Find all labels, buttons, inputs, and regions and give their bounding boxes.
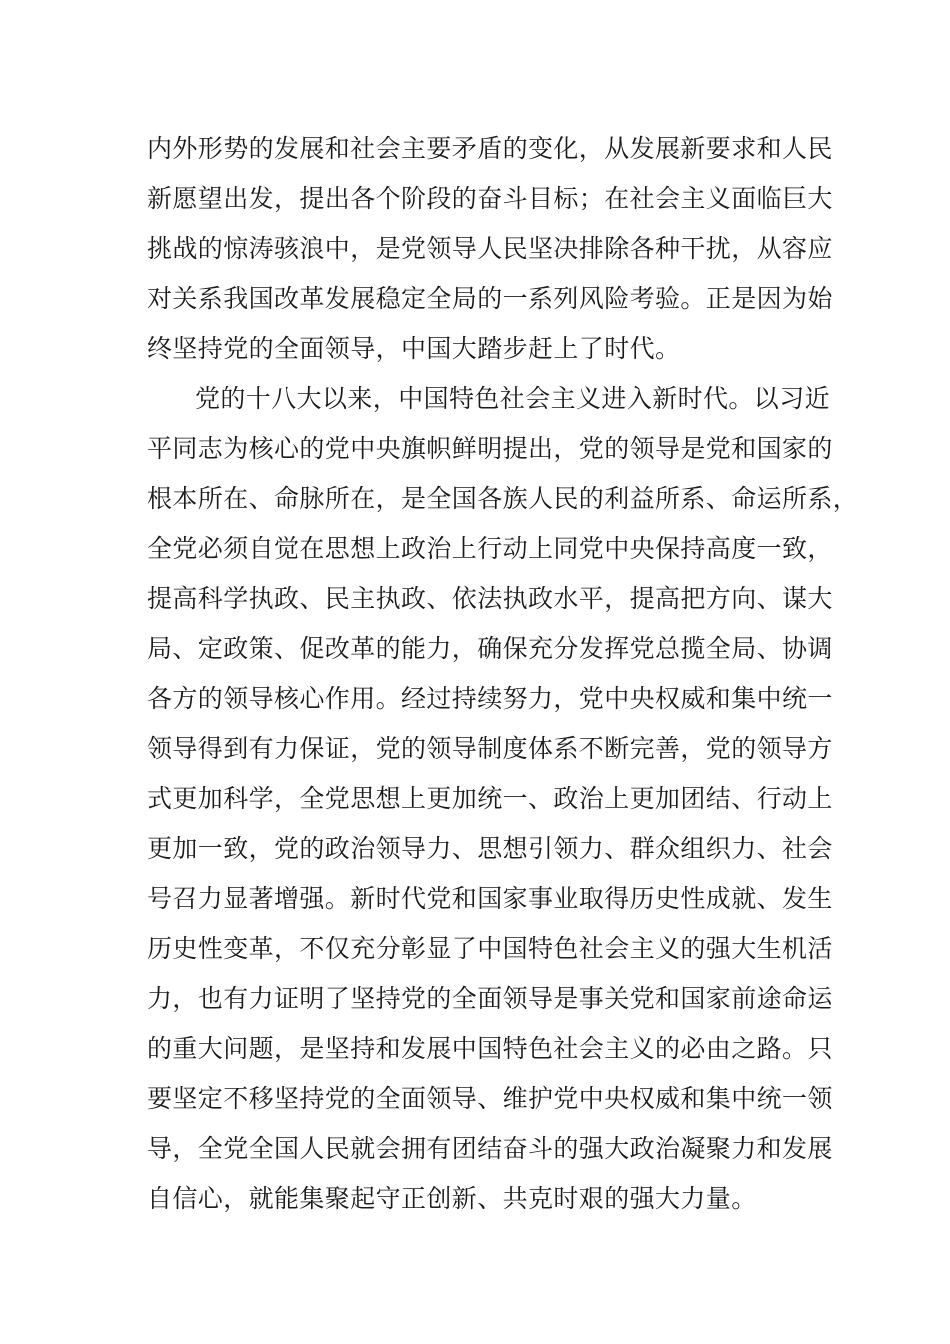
text-line: 内外形势的发展和社会主要矛盾的变化，从发展新要求和人民: [147, 134, 833, 163]
text-line: 要坚定不移坚持党的全面领导、维护党中央权威和集中统一领: [147, 1084, 833, 1113]
text-line-first: 党的十八大以来，中国特色社会主义进入新时代。以习近: [195, 384, 831, 413]
text-line: 的重大问题，是坚持和发展中国特色社会主义的必由之路。只: [147, 1034, 833, 1063]
text-line: 局、定政策、促改革的能力，确保充分发挥党总揽全局、协调: [147, 634, 833, 663]
paragraph-2: [147, 374, 859, 1224]
text-line: 力，也有力证明了坚持党的全面领导是事关党和国家前途命运: [147, 984, 833, 1013]
text-line: 挑战的惊涛骇浪中，是党领导人民坚决排除各种干扰，从容应: [147, 234, 833, 263]
text-line: 对关系我国改革发展稳定全局的一系列风险考验。正是因为始: [147, 284, 833, 313]
paragraph-1: [147, 124, 833, 374]
text-line: 提高科学执政、民主执政、依法执政水平，提高把方向、谋大: [147, 584, 833, 613]
text-line: 历史性变革，不仅充分彰显了中国特色社会主义的强大生机活: [147, 934, 833, 963]
text-line: 终坚持党的全面领导，中国大踏步赶上了时代。: [147, 334, 681, 363]
text-line: 全党必须自觉在思想上政治上行动上同党中央保持高度一致，: [147, 534, 833, 563]
text-line: 根本所在、命脉所在，是全国各族人民的利益所系、命运所系，: [147, 484, 859, 513]
text-line: 号召力显著增强。新时代党和国家事业取得历史性成就、发生: [147, 884, 833, 913]
text-line: 导，全党全国人民就会拥有团结奋斗的强大政治凝聚力和发展: [147, 1134, 833, 1163]
text-line: 式更加科学，全党思想上更加统一、政治上更加团结、行动上: [147, 784, 833, 813]
text-line: 自信心，就能集聚起守正创新、共克时艰的强大力量。: [147, 1184, 757, 1213]
text-line: 领导得到有力保证，党的领导制度体系不断完善，党的领导方: [147, 734, 833, 763]
text-line: 平同志为核心的党中央旗帜鲜明提出，党的领导是党和国家的: [147, 434, 833, 463]
text-line: 各方的领导核心作用。经过持续努力，党中央权威和集中统一: [147, 684, 833, 713]
text-line: 更加一致，党的政治领导力、思想引领力、群众组织力、社会: [147, 834, 833, 863]
text-line: 新愿望出发，提出各个阶段的奋斗目标；在社会主义面临巨大: [147, 184, 833, 213]
document-body: [147, 124, 859, 1224]
